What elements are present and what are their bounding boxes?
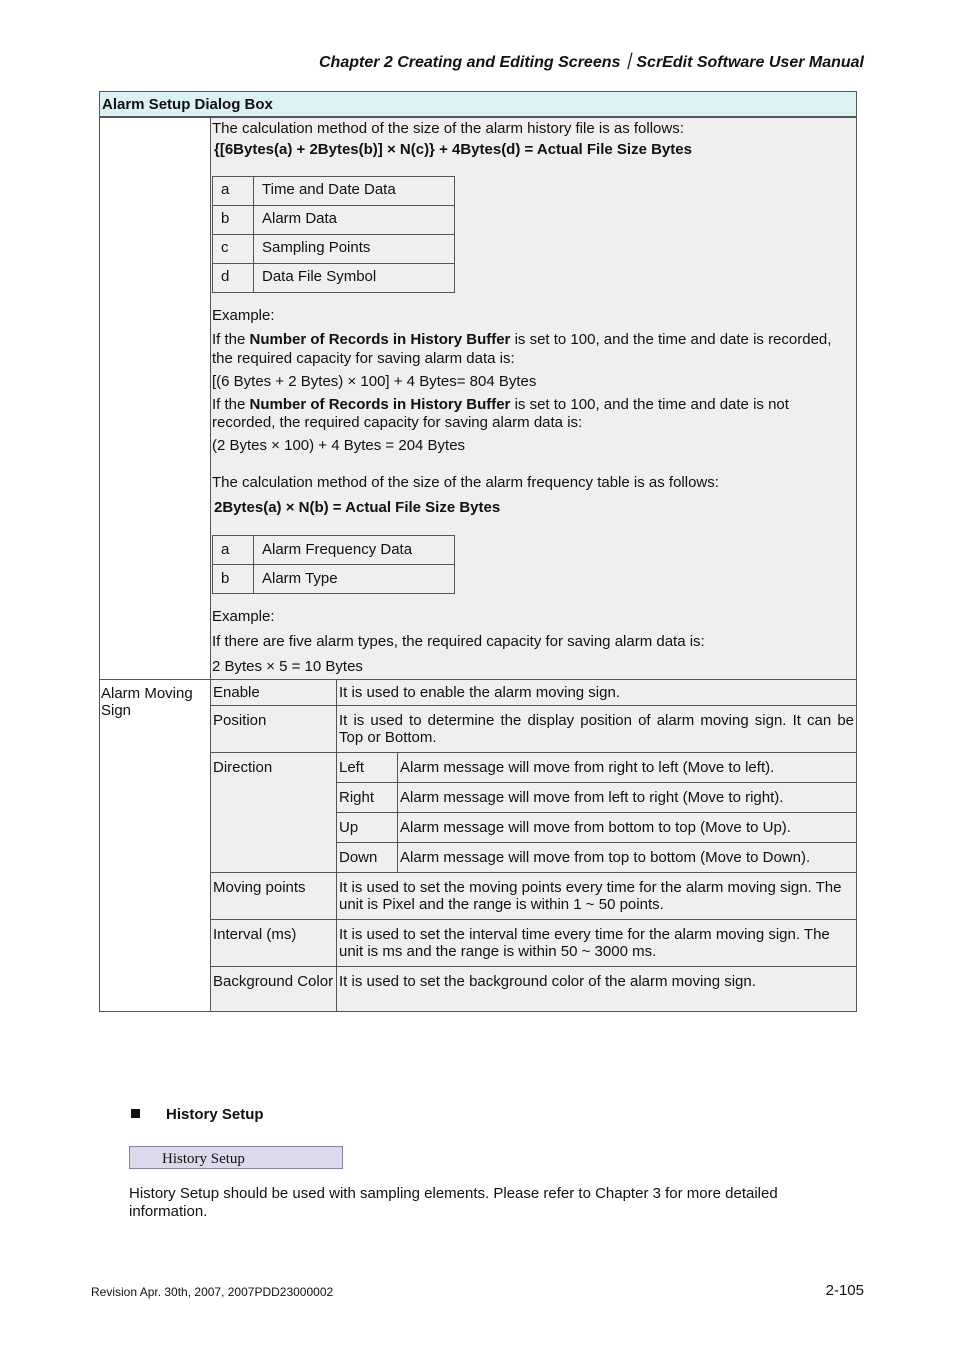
- alarm-moving-sign-label: Alarm Moving Sign: [100, 679, 211, 1011]
- table-title: Alarm Setup Dialog Box: [100, 92, 857, 118]
- frequency-example-text: If there are five alarm types, the required capacity for saving alarm data is:: [212, 633, 705, 650]
- calculation-cell: [211, 117, 857, 679]
- frequency-example-label: Example:: [212, 608, 275, 626]
- frequency-example-calc: 2 Bytes × 5 = 10 Bytes: [212, 657, 363, 675]
- legend-row: c Sampling Points: [213, 234, 455, 263]
- example-label: Example:: [212, 306, 275, 324]
- enable-desc: It is used to enable the alarm moving sign.: [337, 679, 857, 705]
- legend-row: a Time and Date Data: [213, 176, 455, 205]
- interval-desc: It is used to set the interval time every time for the alarm moving sign. The unit is ms and the range is within 50 ~ 3000 ms.: [337, 919, 857, 966]
- history-intro: The calculation method of the size of the alarm history file is as follows:: [212, 120, 684, 137]
- direction-options: [337, 752, 857, 872]
- legend-row: a Alarm Frequency Data: [213, 536, 455, 565]
- enable-label: Enable: [211, 679, 337, 705]
- history-setup-button[interactable]: History Setup: [129, 1146, 343, 1169]
- direction-option-row: Down Alarm message will move from top to bottom (Move to Down).: [337, 842, 856, 872]
- page-number: 2-105: [825, 1282, 864, 1299]
- frequency-legend-table: [212, 535, 455, 594]
- frequency-intro: The calculation method of the size of the alarm frequency table is as follows:: [212, 473, 719, 491]
- legend-row: b Alarm Data: [213, 205, 455, 234]
- example-1-text: If the Number of Records in History Buffer is set to 100, and the time and date is recorded, the required capacity for saving alarm data is:: [212, 331, 832, 367]
- direction-option-row: Right Alarm message will move from left to right (Move to right).: [337, 782, 856, 812]
- background-color-label: Background Color: [211, 966, 337, 1011]
- direction-option-row: Up Alarm message will move from bottom to top (Move to Up).: [337, 812, 856, 842]
- interval-label: Interval (ms): [211, 919, 337, 966]
- direction-option-row: Left Alarm message will move from right to left (Move to left).: [337, 753, 856, 783]
- frequency-formula: 2Bytes(a) × N(b) = Actual File Size Bytes: [214, 498, 501, 516]
- legend-row: b Alarm Type: [213, 565, 455, 594]
- position-label: Position: [211, 705, 337, 752]
- history-legend-table: [212, 176, 455, 293]
- position-desc: It is used to determine the display position of alarm moving sign. It can be Top or Bottom.: [337, 705, 857, 752]
- footer-revision: Revision Apr. 30th, 2007, 2007PDD23000002: [91, 1285, 334, 1299]
- alarm-setup-table: [99, 91, 857, 1012]
- history-setup-description: History Setup should be used with sampling elements. Please refer to Chapter 3 for more detailed information.: [129, 1185, 778, 1220]
- moving-points-desc: It is used to set the moving points every time for the alarm moving sign. The unit is Pixel and the range is within 1 ~ 50 points.: [337, 872, 857, 919]
- example-2-calc: (2 Bytes × 100) + 4 Bytes = 204 Bytes: [212, 437, 466, 454]
- example-1-calc: [(6 Bytes + 2 Bytes) × 100] + 4 Bytes= 804 Bytes: [212, 372, 537, 390]
- background-color-desc: It is used to set the background color of the alarm moving sign.: [337, 966, 857, 1011]
- page-header: Chapter 2 Creating and Editing Screens｜ScrEdit Software User Manual: [318, 54, 864, 71]
- legend-row: d Data File Symbol: [213, 263, 455, 292]
- history-formula: {[6Bytes(a) + 2Bytes(b)] × N(c)} + 4Bytes(d) = Actual File Size Bytes: [214, 140, 692, 158]
- direction-label: Direction: [211, 752, 337, 872]
- example-2-text: If the Number of Records in History Buffer is set to 100, and the time and date is not recorded, the required capacity for saving alarm data is:: [212, 395, 789, 432]
- empty-label-cell: [100, 117, 211, 679]
- history-setup-heading: History Setup: [131, 1106, 264, 1123]
- moving-points-label: Moving points: [211, 872, 337, 919]
- bullet-square-icon: [131, 1109, 140, 1118]
